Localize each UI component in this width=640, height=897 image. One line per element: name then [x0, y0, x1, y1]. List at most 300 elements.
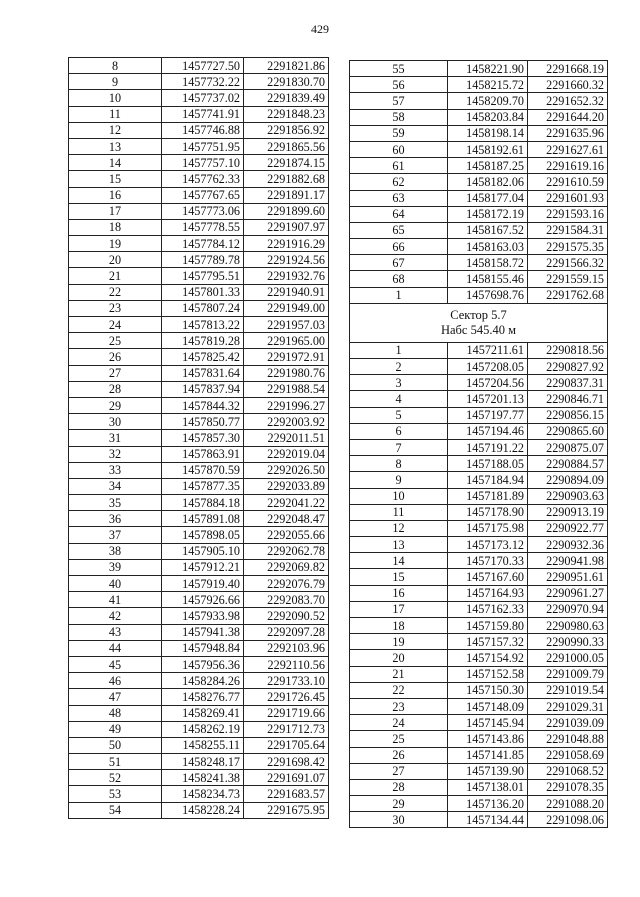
table-row: [69, 90, 329, 106]
point-number: 55: [350, 61, 448, 77]
table-row: [350, 520, 608, 536]
sector-header-section: [350, 303, 608, 342]
table-row: [69, 786, 329, 802]
y-coordinate: 2291652.32: [528, 93, 608, 109]
y-coordinate: 2291856.92: [244, 122, 329, 138]
x-coordinate: 1458187.25: [448, 158, 528, 174]
x-coordinate: 1457844.32: [162, 397, 244, 413]
x-coordinate: 1457762.33: [162, 171, 244, 187]
y-coordinate: 2291907.97: [244, 219, 329, 235]
y-coordinate: 2291980.76: [244, 365, 329, 381]
y-coordinate: 2291691.07: [244, 770, 329, 786]
table-row: [69, 576, 329, 592]
x-coordinate: 1457819.28: [162, 333, 244, 349]
x-coordinate: 1458269.41: [162, 705, 244, 721]
table-row: [350, 271, 608, 287]
table-row: [350, 553, 608, 569]
x-coordinate: 1458234.73: [162, 786, 244, 802]
table-row: [69, 203, 329, 219]
x-coordinate: 1457148.09: [448, 698, 528, 714]
x-coordinate: 1457157.32: [448, 634, 528, 650]
table-row: [350, 190, 608, 206]
table-row: [69, 397, 329, 413]
x-coordinate: 1457201.13: [448, 391, 528, 407]
y-coordinate: 2291619.16: [528, 158, 608, 174]
table-row: [350, 488, 608, 504]
y-coordinate: 2292090.52: [244, 608, 329, 624]
x-coordinate: 1458221.90: [448, 61, 528, 77]
table-row: [350, 537, 608, 553]
y-coordinate: 2291039.09: [528, 715, 608, 731]
x-coordinate: 1457204.56: [448, 375, 528, 391]
table-row: [69, 527, 329, 543]
y-coordinate: 2291965.00: [244, 333, 329, 349]
x-coordinate: 1458155.46: [448, 271, 528, 287]
point-number: 67: [350, 255, 448, 271]
point-number: 29: [69, 397, 162, 413]
table-row: [69, 74, 329, 90]
point-number: 52: [69, 770, 162, 786]
point-number: 44: [69, 640, 162, 656]
table-row: [69, 673, 329, 689]
x-coordinate: 1457795.51: [162, 268, 244, 284]
table-row: [69, 236, 329, 252]
table-row: [69, 268, 329, 284]
table-row: [69, 430, 329, 446]
y-coordinate: 2292069.82: [244, 559, 329, 575]
point-number: 9: [69, 74, 162, 90]
page-number: 429: [311, 22, 329, 36]
table-row: [69, 689, 329, 705]
y-coordinate: 2291899.60: [244, 203, 329, 219]
x-coordinate: 1458262.19: [162, 721, 244, 737]
x-coordinate: 1457891.08: [162, 511, 244, 527]
table-row: [350, 222, 608, 238]
y-coordinate: 2290990.33: [528, 634, 608, 650]
table-row: [350, 141, 608, 157]
point-number: 40: [69, 576, 162, 592]
point-number: 64: [350, 206, 448, 222]
point-number: 45: [69, 656, 162, 672]
x-coordinate: 1458241.38: [162, 770, 244, 786]
point-number: 49: [69, 721, 162, 737]
table-row: [350, 569, 608, 585]
point-number: 19: [350, 634, 448, 650]
table-row: [69, 802, 329, 818]
y-coordinate: 2291683.57: [244, 786, 329, 802]
x-coordinate: 1457162.33: [448, 601, 528, 617]
table-row: [350, 391, 608, 407]
table-row: [350, 650, 608, 666]
y-coordinate: 2291988.54: [244, 381, 329, 397]
point-number: 3: [350, 375, 448, 391]
table-row: [69, 252, 329, 268]
y-coordinate: 2292041.22: [244, 495, 329, 511]
point-number: 21: [69, 268, 162, 284]
table-row: [69, 656, 329, 672]
point-number: 17: [69, 203, 162, 219]
y-coordinate: 2291891.17: [244, 187, 329, 203]
y-coordinate: 2291830.70: [244, 74, 329, 90]
y-coordinate: 2291940.91: [244, 284, 329, 300]
table-row: [69, 754, 329, 770]
x-coordinate: 1457807.24: [162, 300, 244, 316]
table-row: [350, 109, 608, 125]
x-coordinate: 1457167.60: [448, 569, 528, 585]
table-row: [350, 747, 608, 763]
point-number: 23: [350, 698, 448, 714]
table-row: [69, 624, 329, 640]
x-coordinate: 1457801.33: [162, 284, 244, 300]
point-number: 32: [69, 446, 162, 462]
table-row: [350, 715, 608, 731]
x-coordinate: 1457178.90: [448, 504, 528, 520]
point-number: 38: [69, 543, 162, 559]
x-coordinate: 1457741.91: [162, 106, 244, 122]
x-coordinate: 1457825.42: [162, 349, 244, 365]
x-coordinate: 1457863.91: [162, 446, 244, 462]
y-coordinate: 2291627.61: [528, 141, 608, 157]
y-coordinate: 2291882.68: [244, 171, 329, 187]
table-row: [350, 682, 608, 698]
point-number: 27: [350, 763, 448, 779]
point-number: 33: [69, 462, 162, 478]
y-coordinate: 2291019.54: [528, 682, 608, 698]
x-coordinate: 1458182.06: [448, 174, 528, 190]
x-coordinate: 1457139.90: [448, 763, 528, 779]
table-row: [69, 462, 329, 478]
x-coordinate: 1457143.86: [448, 731, 528, 747]
point-number: 48: [69, 705, 162, 721]
table-row: [69, 106, 329, 122]
coordinates-table-right-bottom: [350, 342, 608, 828]
y-coordinate: 2291098.06: [528, 812, 608, 828]
table-row: [69, 543, 329, 559]
sector-elevation: Набс 545.40 м: [440, 322, 517, 337]
table-row: [350, 634, 608, 650]
y-coordinate: 2291610.59: [528, 174, 608, 190]
table-row: [69, 300, 329, 316]
point-number: 63: [350, 190, 448, 206]
table-row: [69, 219, 329, 235]
coordinates-table-right: [349, 60, 608, 828]
x-coordinate: 1457136.20: [448, 796, 528, 812]
y-coordinate: 2291733.10: [244, 673, 329, 689]
x-coordinate: 1457208.05: [448, 359, 528, 375]
point-number: 11: [69, 106, 162, 122]
x-coordinate: 1457175.98: [448, 520, 528, 536]
y-coordinate: 2292097.28: [244, 624, 329, 640]
point-number: 37: [69, 527, 162, 543]
point-number: 15: [69, 171, 162, 187]
table-row: [69, 333, 329, 349]
point-number: 22: [69, 284, 162, 300]
sector-title: Сектор 5.7: [450, 307, 507, 322]
y-coordinate: 2292076.79: [244, 576, 329, 592]
y-coordinate: 2291058.69: [528, 747, 608, 763]
y-coordinate: 2292083.70: [244, 592, 329, 608]
y-coordinate: 2292062.78: [244, 543, 329, 559]
y-coordinate: 2290970.94: [528, 601, 608, 617]
point-number: 30: [69, 414, 162, 430]
y-coordinate: 2291029.31: [528, 698, 608, 714]
y-coordinate: 2290941.98: [528, 553, 608, 569]
x-coordinate: 1457138.01: [448, 779, 528, 795]
x-coordinate: 1457698.76: [448, 287, 528, 303]
x-coordinate: 1457727.50: [162, 58, 244, 74]
x-coordinate: 1457877.35: [162, 478, 244, 494]
point-number: 12: [69, 122, 162, 138]
table-row: [69, 640, 329, 656]
x-coordinate: 1457784.12: [162, 236, 244, 252]
table-row: [69, 187, 329, 203]
table-row: [350, 359, 608, 375]
x-coordinate: 1457197.77: [448, 407, 528, 423]
y-coordinate: 2290922.77: [528, 520, 608, 536]
point-number: 61: [350, 158, 448, 174]
x-coordinate: 1457173.12: [448, 537, 528, 553]
y-coordinate: 2291593.16: [528, 206, 608, 222]
sector-header: [350, 303, 608, 342]
x-coordinate: 1458192.61: [448, 141, 528, 157]
y-coordinate: 2291848.23: [244, 106, 329, 122]
y-coordinate: 2291957.03: [244, 317, 329, 333]
x-coordinate: 1458158.72: [448, 255, 528, 271]
table-row: [350, 206, 608, 222]
table-row: [350, 287, 608, 303]
y-coordinate: 2291916.29: [244, 236, 329, 252]
table-row: [350, 666, 608, 682]
table-row: [350, 439, 608, 455]
table-row: [350, 585, 608, 601]
point-number: 50: [69, 737, 162, 753]
point-number: 24: [350, 715, 448, 731]
x-coordinate: 1457941.38: [162, 624, 244, 640]
y-coordinate: 2291972.91: [244, 349, 329, 365]
point-number: 51: [69, 754, 162, 770]
point-number: 46: [69, 673, 162, 689]
y-coordinate: 2291924.56: [244, 252, 329, 268]
y-coordinate: 2291575.35: [528, 239, 608, 255]
sector-header-row: [350, 303, 608, 342]
table-row: [69, 171, 329, 187]
table-row: [350, 812, 608, 828]
point-number: 1: [350, 287, 448, 303]
table-row: [69, 608, 329, 624]
y-coordinate: 2290837.31: [528, 375, 608, 391]
table-row: [350, 423, 608, 439]
point-number: 28: [350, 779, 448, 795]
point-number: 68: [350, 271, 448, 287]
point-number: 1: [350, 342, 448, 358]
table-row: [69, 58, 329, 74]
x-coordinate: 1457813.22: [162, 317, 244, 333]
point-number: 6: [350, 423, 448, 439]
table-row: [350, 601, 608, 617]
coordinates-table-right-top: [350, 61, 608, 304]
point-number: 35: [69, 495, 162, 511]
point-number: 29: [350, 796, 448, 812]
y-coordinate: 2292110.56: [244, 656, 329, 672]
y-coordinate: 2292019.04: [244, 446, 329, 462]
y-coordinate: 2291865.56: [244, 138, 329, 154]
y-coordinate: 2290875.07: [528, 439, 608, 455]
x-coordinate: 1457164.93: [448, 585, 528, 601]
point-number: 15: [350, 569, 448, 585]
point-number: 56: [350, 77, 448, 93]
y-coordinate: 2291635.96: [528, 125, 608, 141]
y-coordinate: 2290818.56: [528, 342, 608, 358]
point-number: 18: [69, 219, 162, 235]
y-coordinate: 2291660.32: [528, 77, 608, 93]
y-coordinate: 2292055.66: [244, 527, 329, 543]
table-row: [69, 284, 329, 300]
point-number: 34: [69, 478, 162, 494]
table-row: [350, 731, 608, 747]
x-coordinate: 1457898.05: [162, 527, 244, 543]
point-number: 60: [350, 141, 448, 157]
point-number: 13: [350, 537, 448, 553]
table-row: [69, 592, 329, 608]
y-coordinate: 2292011.51: [244, 430, 329, 446]
table-row: [69, 155, 329, 171]
x-coordinate: 1457737.02: [162, 90, 244, 106]
point-number: 14: [350, 553, 448, 569]
y-coordinate: 2290951.61: [528, 569, 608, 585]
y-coordinate: 2290961.27: [528, 585, 608, 601]
table-row: [69, 495, 329, 511]
y-coordinate: 2291601.93: [528, 190, 608, 206]
x-coordinate: 1457919.40: [162, 576, 244, 592]
y-coordinate: 2291668.19: [528, 61, 608, 77]
x-coordinate: 1457191.22: [448, 439, 528, 455]
x-coordinate: 1457912.21: [162, 559, 244, 575]
point-number: 8: [69, 58, 162, 74]
x-coordinate: 1457194.46: [448, 423, 528, 439]
y-coordinate: 2291000.05: [528, 650, 608, 666]
point-number: 8: [350, 456, 448, 472]
point-number: 53: [69, 786, 162, 802]
x-coordinate: 1457933.98: [162, 608, 244, 624]
y-coordinate: 2291559.15: [528, 271, 608, 287]
table-row: [69, 122, 329, 138]
y-coordinate: 2291996.27: [244, 397, 329, 413]
x-coordinate: 1457884.18: [162, 495, 244, 511]
point-number: 14: [69, 155, 162, 171]
x-coordinate: 1457751.95: [162, 138, 244, 154]
table-row: [69, 559, 329, 575]
table-row: [350, 375, 608, 391]
y-coordinate: 2292026.50: [244, 462, 329, 478]
x-coordinate: 1457767.65: [162, 187, 244, 203]
point-number: 57: [350, 93, 448, 109]
y-coordinate: 2291009.79: [528, 666, 608, 682]
point-number: 7: [350, 439, 448, 455]
table-row: [350, 93, 608, 109]
point-number: 26: [350, 747, 448, 763]
point-number: 16: [69, 187, 162, 203]
point-number: 13: [69, 138, 162, 154]
x-coordinate: 1457211.61: [448, 342, 528, 358]
x-coordinate: 1457956.36: [162, 656, 244, 672]
point-number: 10: [350, 488, 448, 504]
y-coordinate: 2292003.92: [244, 414, 329, 430]
table-row: [350, 472, 608, 488]
y-coordinate: 2291839.49: [244, 90, 329, 106]
table-row: [350, 407, 608, 423]
y-coordinate: 2291675.95: [244, 802, 329, 818]
x-coordinate: 1457154.92: [448, 650, 528, 666]
table-row: [69, 770, 329, 786]
y-coordinate: 2291078.35: [528, 779, 608, 795]
x-coordinate: 1457188.05: [448, 456, 528, 472]
point-number: 21: [350, 666, 448, 682]
y-coordinate: 2291762.68: [528, 287, 608, 303]
point-number: 62: [350, 174, 448, 190]
y-coordinate: 2291566.32: [528, 255, 608, 271]
y-coordinate: 2290980.63: [528, 618, 608, 634]
point-number: 36: [69, 511, 162, 527]
x-coordinate: 1457948.84: [162, 640, 244, 656]
x-coordinate: 1457150.30: [448, 682, 528, 698]
point-number: 16: [350, 585, 448, 601]
x-coordinate: 1458177.04: [448, 190, 528, 206]
y-coordinate: 2291584.31: [528, 222, 608, 238]
point-number: 23: [69, 300, 162, 316]
x-coordinate: 1457837.94: [162, 381, 244, 397]
table-row: [350, 504, 608, 520]
x-coordinate: 1458167.52: [448, 222, 528, 238]
table-row: [350, 698, 608, 714]
point-number: 11: [350, 504, 448, 520]
point-number: 26: [69, 349, 162, 365]
y-coordinate: 2291874.15: [244, 155, 329, 171]
y-coordinate: 2292033.89: [244, 478, 329, 494]
x-coordinate: 1457757.10: [162, 155, 244, 171]
x-coordinate: 1457789.78: [162, 252, 244, 268]
table-row: [69, 446, 329, 462]
x-coordinate: 1457831.64: [162, 365, 244, 381]
y-coordinate: 2292048.47: [244, 511, 329, 527]
x-coordinate: 1458198.14: [448, 125, 528, 141]
point-number: 65: [350, 222, 448, 238]
table-row: [350, 779, 608, 795]
table-row: [350, 174, 608, 190]
y-coordinate: 2290846.71: [528, 391, 608, 407]
table-row: [69, 138, 329, 154]
x-coordinate: 1458248.17: [162, 754, 244, 770]
y-coordinate: 2291048.88: [528, 731, 608, 747]
x-coordinate: 1458172.19: [448, 206, 528, 222]
y-coordinate: 2291068.52: [528, 763, 608, 779]
point-number: 31: [69, 430, 162, 446]
coordinates-table-left-body: [69, 58, 329, 819]
table-row: [350, 77, 608, 93]
y-coordinate: 2291705.64: [244, 737, 329, 753]
table-row: [350, 158, 608, 174]
x-coordinate: 1457152.58: [448, 666, 528, 682]
point-number: 54: [69, 802, 162, 818]
y-coordinate: 2291644.20: [528, 109, 608, 125]
y-coordinate: 2290884.57: [528, 456, 608, 472]
table-row: [69, 349, 329, 365]
x-coordinate: 1457159.80: [448, 618, 528, 634]
x-coordinate: 1457773.06: [162, 203, 244, 219]
table-row: [350, 342, 608, 358]
x-coordinate: 1457850.77: [162, 414, 244, 430]
table-row: [350, 61, 608, 77]
x-coordinate: 1458163.03: [448, 239, 528, 255]
